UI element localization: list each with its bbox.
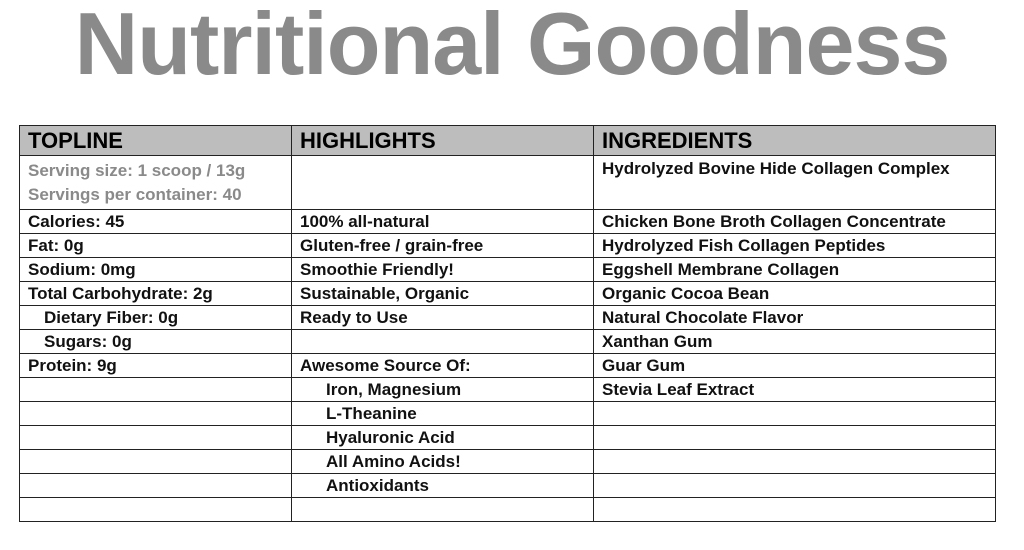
ingredient-cell: Guar Gum (594, 354, 996, 378)
ingredient-cell-empty (594, 450, 996, 474)
table-row (20, 234, 996, 258)
table-row (20, 498, 996, 522)
ingredient-cell: Xanthan Gum (594, 330, 996, 354)
source-heading-cell: Awesome Source Of: (292, 354, 594, 378)
table-row (20, 282, 996, 306)
topline-cell-empty (20, 474, 292, 498)
total-carbohydrate-cell: Total Carbohydrate: 2g (20, 282, 292, 306)
ingredient-cell: Organic Cocoa Bean (594, 282, 996, 306)
dietary-fiber-cell: Dietary Fiber: 0g (20, 306, 292, 330)
table-row (20, 258, 996, 282)
table-row (20, 378, 996, 402)
ingredient-cell: Natural Chocolate Flavor (594, 306, 996, 330)
nutrition-table (19, 125, 996, 522)
table-row (20, 426, 996, 450)
table-row (20, 306, 996, 330)
table-row (20, 330, 996, 354)
fat-cell: Fat: 0g (20, 234, 292, 258)
highlight-cell: 100% all-natural (292, 210, 594, 234)
table-header-row (20, 126, 996, 156)
source-cell: L-Theanine (292, 402, 594, 426)
topline-header: TOPLINE (20, 126, 292, 156)
topline-cell-empty (20, 402, 292, 426)
ingredient-cell: Hydrolyzed Fish Collagen Peptides (594, 234, 996, 258)
table-row (20, 402, 996, 426)
servings-per-container: Servings per container: 40 (28, 185, 242, 204)
calories-cell: Calories: 45 (20, 210, 292, 234)
ingredient-cell: Chicken Bone Broth Collagen Concentrate (594, 210, 996, 234)
ingredient-cell: Hydrolyzed Bovine Hide Collagen Complex (594, 156, 996, 210)
table-row (20, 450, 996, 474)
table-row (20, 354, 996, 378)
highlight-cell: Gluten-free / grain-free (292, 234, 594, 258)
highlights-header: HIGHLIGHTS (292, 126, 594, 156)
topline-cell-empty (20, 378, 292, 402)
topline-cell-empty (20, 426, 292, 450)
source-cell: Iron, Magnesium (292, 378, 594, 402)
ingredient-cell: Stevia Leaf Extract (594, 378, 996, 402)
ingredient-cell-empty (594, 426, 996, 450)
topline-cell-empty (20, 498, 292, 522)
highlight-cell: Smoothie Friendly! (292, 258, 594, 282)
ingredient-cell: Eggshell Membrane Collagen (594, 258, 996, 282)
highlight-cell: Ready to Use (292, 306, 594, 330)
table-row (20, 210, 996, 234)
source-cell: Hyaluronic Acid (292, 426, 594, 450)
sugars-cell: Sugars: 0g (20, 330, 292, 354)
table-row (20, 474, 996, 498)
ingredient-cell-empty (594, 498, 996, 522)
topline-cell-empty (20, 450, 292, 474)
highlight-cell: Sustainable, Organic (292, 282, 594, 306)
source-cell: Antioxidants (292, 474, 594, 498)
source-cell: All Amino Acids! (292, 450, 594, 474)
serving-size: Serving size: 1 scoop / 13g (28, 161, 246, 180)
sodium-cell: Sodium: 0mg (20, 258, 292, 282)
highlight-cell-empty (292, 156, 594, 210)
table-row (20, 156, 996, 210)
serving-info-cell (20, 156, 292, 210)
page-title: Nutritional Goodness (74, 0, 950, 93)
ingredients-header: INGREDIENTS (594, 126, 996, 156)
ingredient-cell-empty (594, 402, 996, 426)
highlight-cell-empty (292, 498, 594, 522)
ingredient-cell-empty (594, 474, 996, 498)
highlight-cell-empty (292, 330, 594, 354)
protein-cell: Protein: 9g (20, 354, 292, 378)
